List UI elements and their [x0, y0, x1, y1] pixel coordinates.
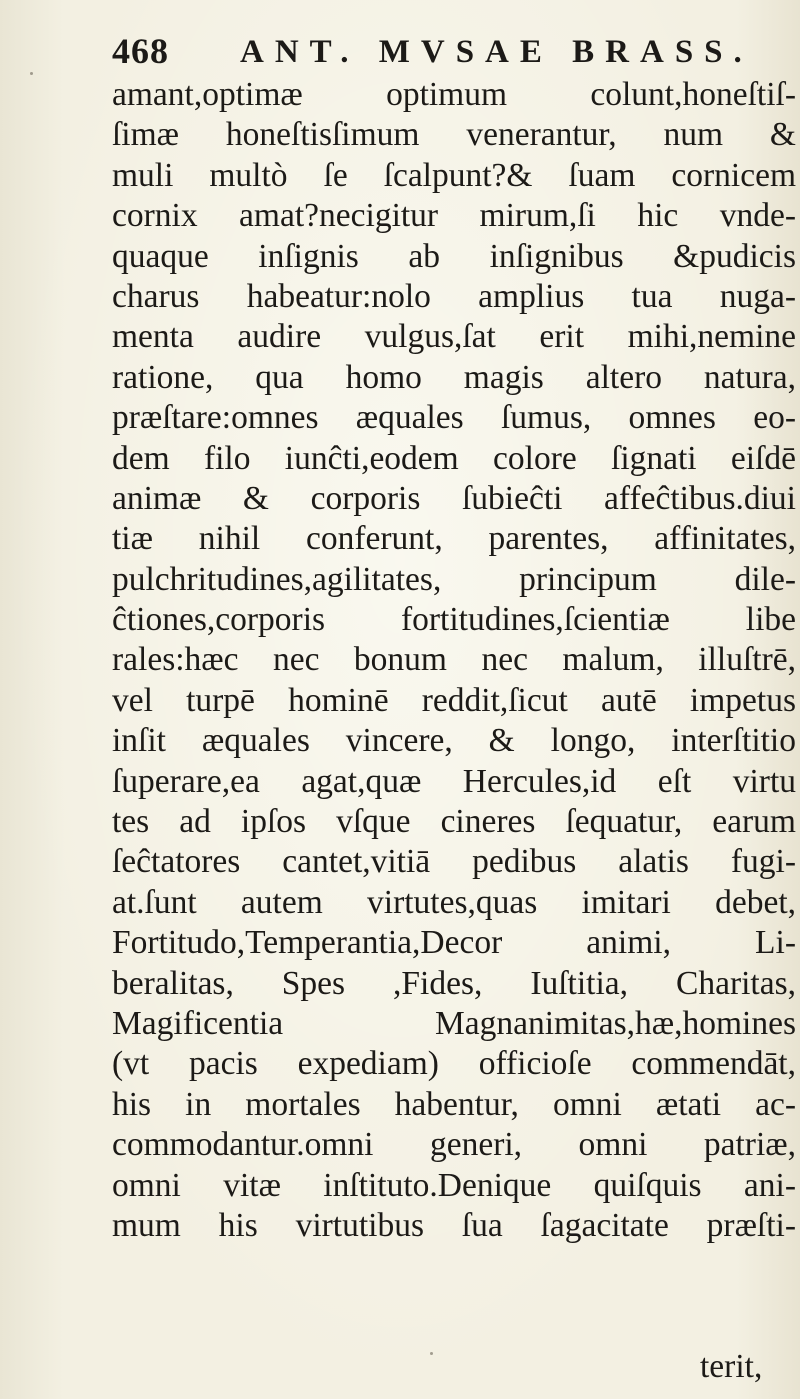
paper-speck: [30, 72, 33, 75]
text-line: (vt pacis expediam) officioſe commendāt,: [112, 1045, 796, 1083]
text-line: at.ſunt autem virtutes,quas imitari debet,: [112, 883, 796, 921]
text-line: Magificentia Magnanimitas,hæ,homines: [112, 1004, 796, 1042]
text-line: ſuperare,ea agat,quæ Hercules,id eſt virtu: [112, 762, 796, 800]
text-line: charus habeatur:nolo amplius tua nuga-: [112, 277, 796, 315]
running-head: ANT. MVSAE BRASS.: [240, 34, 753, 70]
text-line: quaque inſignis ab inſignibus &pudicis: [112, 237, 796, 275]
text-line: menta audire vulgus,ſat erit mihi,nemine: [112, 318, 796, 356]
text-line: præſtare:omnes æquales ſumus, omnes eo-: [112, 399, 796, 437]
text-line: Fortitudo,Temperantia,Decor animi, Li-: [112, 924, 796, 962]
text-line: tiæ nihil conferunt, parentes, affinitates,: [112, 520, 796, 558]
text-line: omni vitæ inſtituto.Denique quiſquis ani-: [112, 1166, 796, 1204]
text-line: pulchritudines,agilitates, principum dile-: [112, 560, 796, 598]
text-line: dem filo iunĉti,eodem colore ſignati eiſdē: [112, 439, 796, 477]
text-line: inſit æquales vincere, & longo, interſtitio: [112, 722, 796, 760]
text-line: tes ad ipſos vſque cineres ſequatur, earum: [112, 803, 796, 841]
text-line: ſimæ honeſtisſimum venerantur, num &: [112, 116, 796, 154]
catchword: terit,: [700, 1348, 763, 1385]
text-line: amant,optimæ optimum colunt,honeſtiſ-: [112, 76, 796, 113]
text-line: rales:hæc nec bonum nec malum, illuſtrē,: [112, 641, 796, 679]
text-line: animæ & corporis ſubieĉti affeĉtibus.diui: [112, 479, 796, 517]
text-line: cornix amat?necigitur mirum,ſi hic vnde-: [112, 197, 796, 235]
text-line: his in mortales habentur, omni ætati ac-: [112, 1085, 796, 1123]
text-line: muli multò ſe ſcalpunt?& ſuam cornicem: [112, 156, 796, 194]
text-line: ĉtiones,corporis fortitudines,ſcientiæ libe: [112, 601, 796, 639]
page-number: 468: [112, 31, 169, 71]
text-line: ratione, qua homo magis altero natura,: [112, 358, 796, 396]
text-line: commodantur.omni generi, omni patriæ,: [112, 1126, 796, 1164]
text-line: vel turpē hominē reddit,ſicut autē impetus: [112, 681, 796, 719]
text-line: beralitas, Spes ,Fides, Iuſtitia, Charitas,: [112, 964, 796, 1002]
text-line: mum his virtutibus ſua ſagacitate præſti-: [112, 1206, 796, 1244]
text-line: ſeĉtatores cantet,vitiā pedibus alatis fugi-: [112, 843, 796, 881]
paper-speck: [430, 1352, 433, 1355]
body-text: [112, 75, 796, 1246]
page-header: [112, 18, 753, 78]
